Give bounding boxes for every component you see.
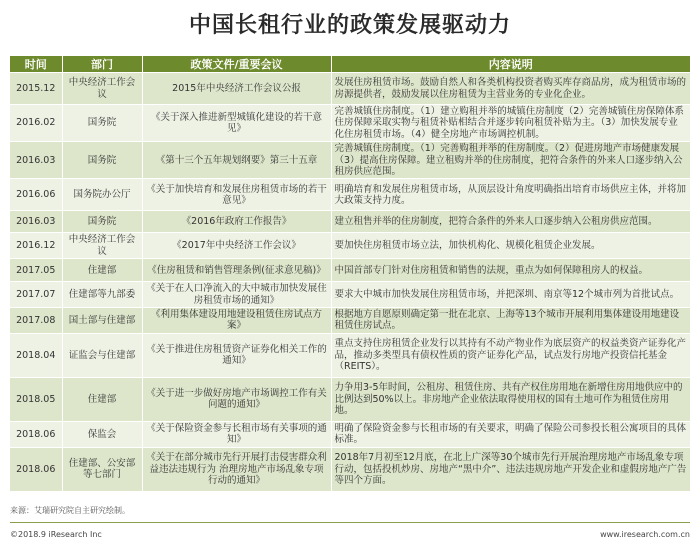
table-row [10, 105, 690, 142]
cell-doc: 《关于深入推进新型城镇化建设的若干意见》 [142, 105, 331, 142]
table-row [10, 179, 690, 211]
header-time: 时间 [10, 56, 62, 73]
table-row [10, 308, 690, 334]
cell-dept: 证监会与住建部 [62, 333, 142, 377]
cell-time: 2016.06 [10, 179, 62, 211]
cell-content: 2018年7月初至12月底，在北上广深等30个城市先行开展治理房地产市场乱象专项行动，包括投机炒房、房地产“黑中介”、违法违规房地产开发企业和虚假房地产广告等四个方面。 [331, 447, 690, 491]
cell-content: 要加快住房租赁市场立法，加快机构化、规模化租赁企业发展。 [331, 233, 690, 259]
cell-time: 2017.05 [10, 259, 62, 282]
policy-table [10, 56, 690, 491]
policy-table-container [10, 56, 690, 491]
copyright-text: ©2018.9 iResearch Inc [10, 530, 102, 539]
table-row [10, 233, 690, 259]
cell-dept: 国务院 [62, 211, 142, 233]
cell-content: 建立租售并举的住房制度，把符合条件的外来人口逐步纳入公租房供应范围。 [331, 211, 690, 233]
cell-dept: 国务院 [62, 142, 142, 179]
cell-content: 中国首部专门针对住房租赁和销售的法规，重点为如何保障租房人的权益。 [331, 259, 690, 282]
table-row [10, 211, 690, 233]
cell-time: 2016.03 [10, 211, 62, 233]
table-row [10, 259, 690, 282]
table-row [10, 447, 690, 491]
cell-content: 完善城镇住房制度。（1）完善购租并举的住房制度。（2）促进房地产市场健康发展（3）提高住房保障。建立租购并举的住房制度，把符合条件的外来人口逐步纳入公租房供应范围。 [331, 142, 690, 179]
header-content: 内容说明 [331, 56, 690, 73]
cell-time: 2015.12 [10, 73, 62, 105]
cell-content: 重点支持住房租赁企业发行以其持有不动产物业作为底层资产的权益类资产证券化产品，推动多类型具有债权性质的资产证券化产品，试点发行房地产投资信托基金（REITS）。 [331, 333, 690, 377]
cell-time: 2016.02 [10, 105, 62, 142]
cell-time: 2018.06 [10, 447, 62, 491]
table-row [10, 377, 690, 421]
cell-doc: 《关于加快培育和发展住房租赁市场的若干意见》 [142, 179, 331, 211]
cell-doc: 《关于进一步做好房地产市场调控工作有关问题的通知》 [142, 377, 331, 421]
cell-dept: 国土部与住建部 [62, 308, 142, 334]
table-row [10, 282, 690, 308]
cell-doc: 《第十三个五年规划纲要》第三十五章 [142, 142, 331, 179]
footer-divider [10, 522, 690, 523]
cell-doc: 《关于保险资金参与长租市场有关事项的通知》 [142, 421, 331, 447]
cell-content: 要求大中城市加快发展住房租赁市场，并把深圳、南京等12个城市列为首批试点。 [331, 282, 690, 308]
cell-dept: 中央经济工作会议 [62, 73, 142, 105]
website-text: www.iresearch.com.cn [600, 530, 690, 539]
table-header-row [10, 56, 690, 73]
cell-doc: 《关于推进住房租赁资产证券化相关工作的通知》 [142, 333, 331, 377]
cell-dept: 中央经济工作会议 [62, 233, 142, 259]
table-row [10, 73, 690, 105]
cell-doc: 《2017年中央经济工作会议》 [142, 233, 331, 259]
cell-doc: 《关于在人口净流入的大中城市加快发展住房租赁市场的通知》 [142, 282, 331, 308]
cell-content: 明确了保险资金参与长租市场的有关要求，明确了保险公司参投长租公寓项目的具体标准。 [331, 421, 690, 447]
source-note: 来源：艾瑞研究院自主研究绘制。 [10, 506, 130, 515]
cell-time: 2018.06 [10, 421, 62, 447]
cell-doc: 2015年中央经济工作会议公报 [142, 73, 331, 105]
cell-dept: 住建部 [62, 377, 142, 421]
cell-content: 发展住房租赁市场。鼓励自然人和各类机构投资者购买库存商品房，成为租赁市场的房源提供者，鼓励发展以住房租赁为主营业务的专业化企业。 [331, 73, 690, 105]
page-title: 中国长租行业的政策发展驱动力 [188, 13, 511, 38]
cell-dept: 保监会 [62, 421, 142, 447]
cell-time: 2017.07 [10, 282, 62, 308]
cell-content: 力争用3-5年时间，公租房、租赁住房、共有产权住房用地在新增住房用地供应中的比例达到50%以上。非房地产企业依法取得使用权的国有土地可作为租赁住房用地。 [331, 377, 690, 421]
cell-time: 2017.08 [10, 308, 62, 334]
header-dept: 部门 [62, 56, 142, 73]
cell-doc: 《利用集体建设用地建设租赁住房试点方案》 [142, 308, 331, 334]
cell-dept: 住建部等九部委 [62, 282, 142, 308]
cell-time: 2018.05 [10, 377, 62, 421]
table-row [10, 421, 690, 447]
cell-dept: 国务院办公厅 [62, 179, 142, 211]
table-body [10, 73, 690, 492]
cell-content: 完善城镇住房制度。（1）建立购租并举的城镇住房制度（2）完善城镇住房保障体系住房保障采取实物与租赁补贴相结合并逐步转向租赁补贴为主。（3）加快发展专业化住房租赁市场。（4）健全房地产市场调控机制。 [331, 105, 690, 142]
table-row [10, 333, 690, 377]
cell-content: 根据地方自愿原则确定第一批在北京、上海等13个城市开展利用集体建设用地建设租赁住房试点。 [331, 308, 690, 334]
cell-doc: 《关于在部分城市先行开展打击侵害群众利益违法违规行为 治理房地产市场乱象专项行动的通知》 [142, 447, 331, 491]
cell-dept: 国务院 [62, 105, 142, 142]
header-doc: 政策文件/重要会议 [142, 56, 331, 73]
cell-doc: 《住房租赁和销售管理条例(征求意见稿)》 [142, 259, 331, 282]
cell-content: 明确培育和发展住房租赁市场，从顶层设计角度明确指出培育市场供应主体，并将加大政策支持力度。 [331, 179, 690, 211]
cell-dept: 住建部、公安部等七部门 [62, 447, 142, 491]
table-row [10, 142, 690, 179]
cell-doc: 《2016年政府工作报告》 [142, 211, 331, 233]
cell-time: 2016.03 [10, 142, 62, 179]
cell-time: 2016.12 [10, 233, 62, 259]
cell-time: 2018.04 [10, 333, 62, 377]
cell-dept: 住建部 [62, 259, 142, 282]
